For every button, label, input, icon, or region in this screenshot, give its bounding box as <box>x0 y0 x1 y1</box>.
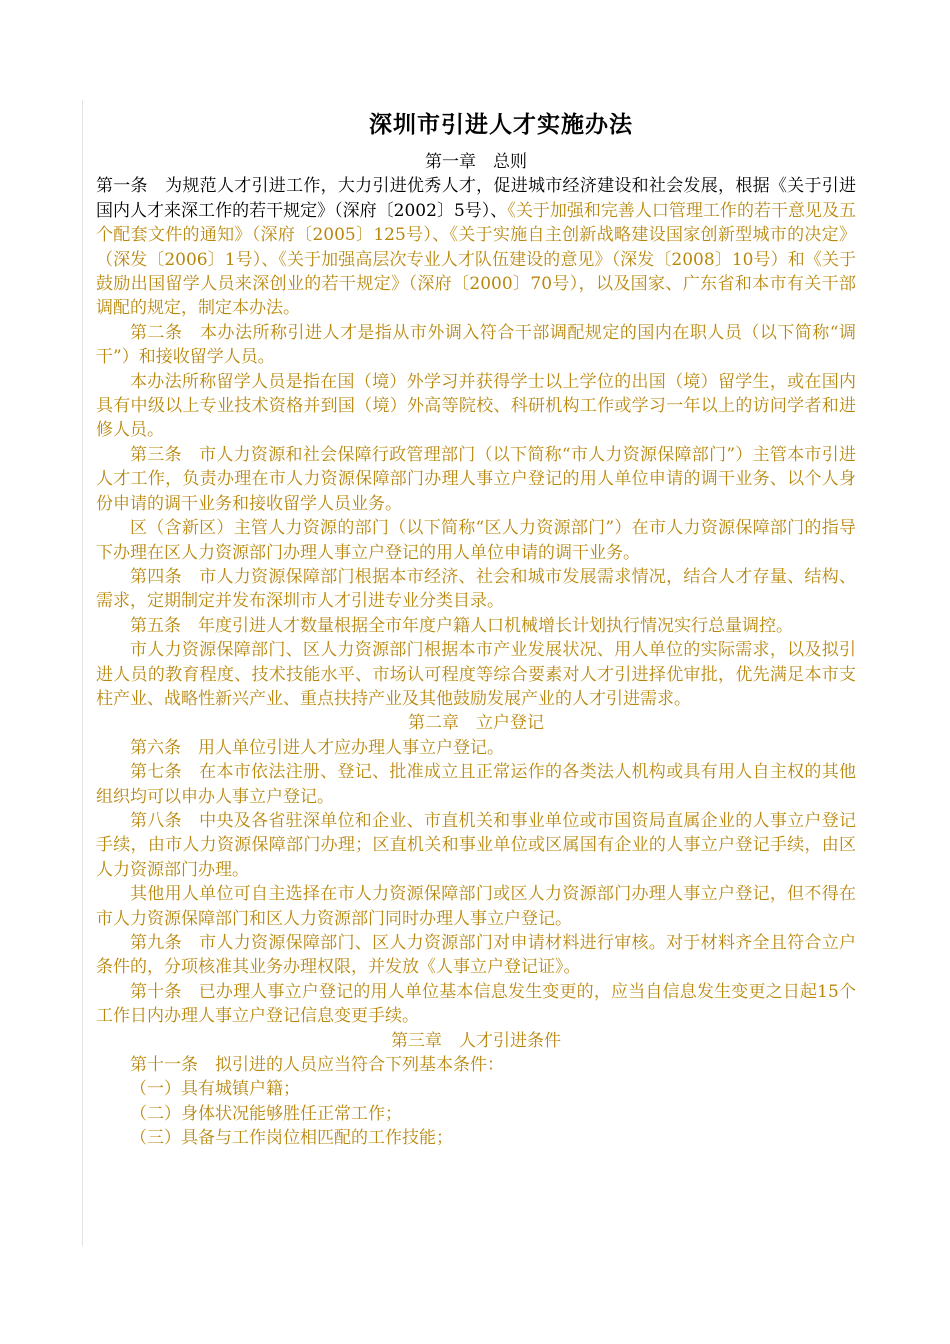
article-7: 第七条 在本市依法注册、登记、批准成立且正常运作的各类法人机构或具有用人自主权的其他组织均可以申办人事立户登记。 <box>96 762 856 807</box>
article-1 <box>96 174 856 320</box>
article-5-para-2: 市人力资源保障部门、区人力资源部门根据本市产业发展状况、用人单位的实际需求，以及拟引进人员的教育程度、技术技能水平、市场认可程度等综合要素对人才引进择优审批，优先满足本市支柱产业、战略性新兴产业、重点扶持产业及其他鼓励发展产业的人才引进需求。 <box>96 640 856 709</box>
article-10: 第十条 已办理人事立户登记的用人单位基本信息发生变更的，应当自信息发生变更之日起15个工作日内办理人事立户登记信息变更手续。 <box>96 981 856 1027</box>
article-8-para-2: 其他用人单位可自主选择在市人力资源保障部门或区人力资源部门办理人事立户登记，但不得在市人力资源保障部门和区人力资源部门同时办理人事立户登记。 <box>96 884 856 929</box>
article-9: 第九条 市人力资源保障部门、区人力资源部门对申请材料进行审核。对于材料齐全且符合立户条件的，分项核准其业务办理权限，并发放《人事立户登记证》。 <box>96 933 856 978</box>
article-2-para-2: 本办法所称留学人员是指在国（境）外学习并获得学士以上学位的出国（境）留学生，或在国内具有中级以上专业技术资格并到国（境）外高等院校、科研机构工作或学习一年以上的访问学者和进修人员。 <box>96 371 856 441</box>
document-page <box>96 110 856 1151</box>
margin-rule <box>82 100 83 1246</box>
article-3: 第三条 市人力资源和社会保障行政管理部门（以下简称“市人力资源保障部门”）主管本市引进人才工作，负责办理在市人力资源保障部门办理人事立户登记的用人单位申请的调干业务、以个人身份申请的调干业务和接收留学人员业务。 <box>96 444 856 514</box>
chapter-3-heading: 第三章 人才引进条件 <box>391 1030 561 1051</box>
article-11: 第十一条 拟引进的人员应当符合下列基本条件： <box>130 1055 504 1076</box>
article-1-part-2: 《关于加强和完善人口管理工作的若干意见及五个配套文件的通知》（深府〔2005〕125号）、《关于实施自主创新战略建设国家创新型城市的决定》（深发〔2006〕1号）、《关于加强高层次专业人才队伍建设的意见》（深发〔2008〕10号）和《关于鼓励出国留学人员来深创业的若干规定》（深府〔2000〕70号），以及国家、广东省和本市有关干部调配的规定，制定本办法。 <box>96 200 856 319</box>
article-2: 第二条 本办法所称引进人才是指从市外调入符合干部调配规定的国内在职人员（以下简称“调干”）和接收留学人员。 <box>96 322 856 368</box>
article-11-item-3: （三）具备与工作岗位相匹配的工作技能； <box>130 1128 453 1149</box>
chapter-2-heading: 第二章 立户登记 <box>408 713 544 734</box>
article-1-part-1: 第一条 为规范人才引进工作，大力引进优秀人才，促进城市经济建设和社会发展，根据《关于引进国内人才来深工作的若干规定》（深府〔2002〕5号）、 <box>96 176 856 221</box>
article-6: 第六条 用人单位引进人才应办理人事立户登记。 <box>130 737 504 758</box>
article-11-item-1: （一）具有城镇户籍； <box>130 1079 300 1100</box>
article-3-para-2: 区（含新区）主管人力资源的部门（以下简称“区人力资源部门”）在市人力资源保障部门的指导下办理在区人力资源部门办理人事立户登记的用人单位申请的调干业务。 <box>96 518 856 563</box>
article-11-item-2: （二）身体状况能够胜任正常工作； <box>130 1103 402 1124</box>
article-4: 第四条 市人力资源保障部门根据本市经济、社会和城市发展需求情况，结合人才存量、结构、需求，定期制定并发布深圳市人才引进专业分类目录。 <box>96 566 856 612</box>
chapter-1-heading: 第一章 总则 <box>425 152 527 172</box>
article-8: 第八条 中央及各省驻深单位和企业、市直机关和事业单位或市国资局直属企业的人事立户登记手续，由市人力资源保障部门办理；区直机关和事业单位或区属国有企业的人事立户登记手续，由区人力资源部门办理。 <box>96 810 856 880</box>
document-title: 深圳市引进人才实施办法 <box>369 111 633 138</box>
article-5: 第五条 年度引进人才数量根据全市年度户籍人口机械增长计划执行情况实行总量调控。 <box>130 615 793 636</box>
